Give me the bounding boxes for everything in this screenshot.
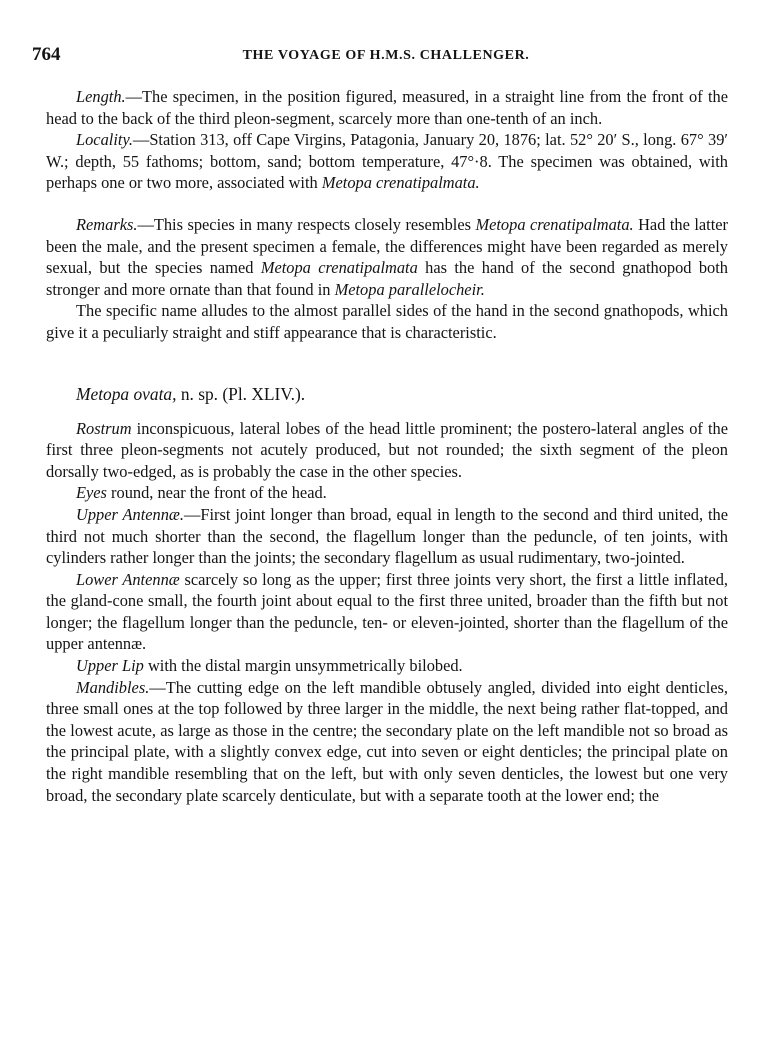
species-heading — [46, 382, 728, 406]
remarks-species-3: Metopa parallelocheir. — [334, 279, 485, 299]
upper-lip-text: with the distal margin unsymmetrically bilobed. — [143, 656, 463, 676]
page-header — [26, 44, 746, 68]
remarks-label: Remarks. — [76, 214, 138, 234]
length-text: —The specimen, in the position figured, measured, in a straight line from the front of the head to the back of the third pleon-segment, scarcely more than one-tenth of an inch. — [46, 87, 728, 128]
lower-antennae-label: Lower Antennæ — [76, 569, 180, 589]
remarks-text-1: —This species in many respects closely resembles — [137, 214, 476, 234]
upper-antennae-text: —First joint longer than broad, equal in length to the second and third united, the third not much shorter than the second, the flagellum longer than the peduncle, of ten joints, with cylinders rather longer than the joints; the secondary flagellum as usual rudimentary, two-jointed. — [46, 504, 729, 568]
paragraph-locality — [46, 129, 728, 194]
mandibles-text: —The cutting edge on the left mandible obtusely angled, divided into eight denticles, three small ones at the top followed by three larger in the middle, the next being rather flat-topped, and the lowest acute, as large as those in the centre; the secondary plate on the left mandible not so broad as the principal plate, with a slightly convex edge, cut into seven or eight denticles; the principal plate on the right mandible resembling that on the left, but with only seven denticles, the lowest but one very broad, the secondary plate scarcely denticulate, but with a separate tooth at the lower end; the — [46, 677, 728, 805]
species-heading-name: Metopa ovata, — [76, 383, 177, 404]
locality-species: Metopa crenatipalmata. — [321, 173, 480, 193]
running-title: THE VOYAGE OF H.M.S. CHALLENGER. — [242, 48, 530, 63]
length-label: Length. — [76, 87, 126, 106]
locality-text: —Station 313, off Cape Virgins, Patagonia, January 20, 1876; lat. 52° 20′ S., long. 67° 39′ W.; depth, 55 fathoms; bottom, sand; bottom temperature, 47°·8. The specimen was obtained, with perhaps one or two more, associated with — [46, 130, 728, 193]
remarks-text-3: has the hand of the second gnathopod both stronger and more ornate than that found in — [46, 258, 729, 299]
paragraph-length — [46, 86, 728, 129]
remarks-text-2: Had the latter been the male, and the present specimen a female, the differences might have been regarded as merely sexual, but the species named — [46, 214, 729, 278]
paragraph-upper-lip — [46, 655, 728, 677]
upper-antennae-label: Upper Antennæ. — [76, 504, 184, 524]
rostrum-text: inconspicuous, lateral lobes of the head little prominent; the postero-lateral angles of the first three pleon-segments not acutely produced, but not rounded; the sixth segment of the pleon dorsally two-edged, as is probably the case in the other species. — [46, 418, 728, 481]
paragraph-rostrum — [46, 418, 728, 483]
remarks-species-1: Metopa crenatipalmata. — [475, 214, 634, 234]
page-body — [46, 86, 728, 806]
mandibles-label: Mandibles. — [76, 677, 150, 697]
paragraph-mandibles — [46, 677, 728, 807]
remarks-species-2: Metopa crenatipalmata — [260, 258, 418, 278]
paragraph-eyes — [46, 482, 728, 504]
upper-lip-label: Upper Lip — [76, 656, 144, 676]
locality-label: Locality. — [76, 130, 133, 150]
page-number: 764 — [32, 44, 61, 65]
species-heading-rest: n. sp. (Pl. XLIV.). — [176, 383, 306, 404]
paragraph-remarks — [46, 214, 728, 300]
eyes-label: Eyes — [76, 483, 107, 503]
rostrum-label: Rostrum — [76, 418, 132, 438]
lower-antennae-text: scarcely so long as the upper; first three joints very short, the first a little inflated, the gland-cone small, the fourth joint about equal to the first three united, broader than the fifth but not longer; the flagellum longer than the peduncle, ten- or eleven-jointed, shorter than the flagellum of the upper antennæ. — [46, 569, 728, 654]
paragraph-lower-antennae — [46, 569, 728, 655]
eyes-text: round, near the front of the head. — [106, 483, 327, 503]
paragraph-specific-name: The specific name alludes to the almost parallel sides of the hand in the second gnathopods, which give it a peculiarly straight and stiff appearance that is characteristic. — [46, 301, 728, 342]
paragraph-upper-antennae — [46, 504, 728, 569]
